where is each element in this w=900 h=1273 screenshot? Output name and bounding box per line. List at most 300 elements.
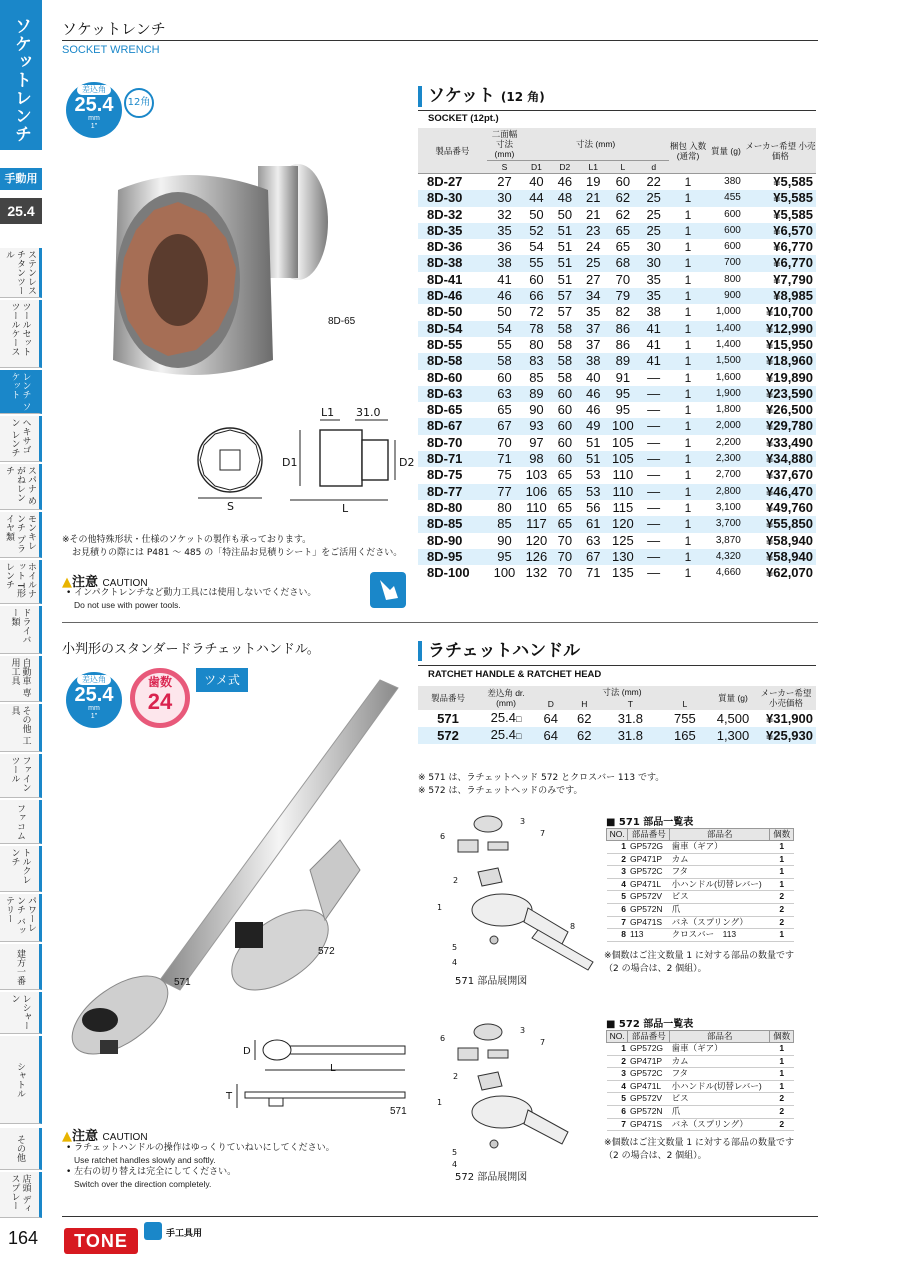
dim-31: 31.0 <box>356 406 381 419</box>
table-cell: 56 <box>579 500 607 516</box>
table-cell: 89 <box>607 353 638 369</box>
table-cell: 25 <box>579 255 607 271</box>
col-code: 製品番号 <box>418 128 487 174</box>
ratchet-caution-2-en: Switch over the direction completely. <box>74 1179 212 1189</box>
diagram-callout: 7 <box>540 1038 546 1047</box>
parts-cell: 1 <box>770 1068 794 1081</box>
parts-row <box>607 916 794 929</box>
sidebar-tab[interactable]: ドライバー類 <box>0 606 42 654</box>
diagram-callout: 1 <box>437 1098 443 1107</box>
table-cell: 91 <box>607 370 638 386</box>
table-cell: 51 <box>551 272 579 288</box>
table-cell: 67 <box>579 549 607 565</box>
diagram-callout: 3 <box>520 1026 526 1035</box>
drive-value: 25.4 <box>490 710 516 725</box>
parts-cell: カム <box>670 1055 770 1068</box>
table-cell: 700 <box>707 255 745 271</box>
table-cell: 2,300 <box>707 451 745 467</box>
table-cell: ¥34,880 <box>745 451 816 467</box>
photo-label-572: 572 <box>318 946 335 957</box>
table-cell: ¥15,950 <box>745 337 816 353</box>
parts-cell: 1 <box>770 1080 794 1093</box>
table-cell: 30 <box>638 255 669 271</box>
table-row <box>418 223 816 239</box>
table-cell: 95 <box>607 386 638 402</box>
table-cell: 103 <box>522 467 550 483</box>
table-cell: 46 <box>551 174 579 191</box>
parts-cell: 4 <box>607 1080 628 1093</box>
pawl-badge: ツメ式 <box>196 668 248 692</box>
table-cell: 3,100 <box>707 500 745 516</box>
parts-cell: GP572V <box>628 1093 670 1106</box>
table-cell: — <box>638 418 669 434</box>
table-cell: 51 <box>551 223 579 239</box>
table-cell: 25 <box>638 190 669 206</box>
teeth-badge: 歯数 24 <box>130 668 190 728</box>
table-cell: 98 <box>522 451 550 467</box>
table-row <box>418 710 816 727</box>
table-cell: ¥5,585 <box>745 174 816 191</box>
table-cell: 1,300 <box>716 727 750 743</box>
table-cell: 65 <box>487 402 523 418</box>
table-cell: 106 <box>522 484 550 500</box>
table-cell: 31.8 <box>617 727 643 743</box>
parts-row <box>607 1093 794 1106</box>
rcol-drive: 差込角 dr. (mm) <box>478 686 534 710</box>
table-cell: 105 <box>607 435 638 451</box>
table-cell: 600 <box>707 239 745 255</box>
no-power-tool-icon <box>370 572 406 608</box>
table-cell: 68 <box>607 255 638 271</box>
table-cell: 71 <box>579 565 607 581</box>
parts-row <box>607 853 794 866</box>
parts-cell: 1 <box>770 1055 794 1068</box>
parts-cell: バネ（スプリング） <box>670 1118 770 1131</box>
parts-row <box>607 878 794 891</box>
table-cell: 95 <box>487 549 523 565</box>
parts-cell: GP572G <box>628 841 670 854</box>
diagram-callout: 2 <box>453 1072 459 1081</box>
table-cell: 46 <box>579 402 607 418</box>
socket-spec-table <box>418 128 816 581</box>
table-cell: 120 <box>607 516 638 532</box>
table-cell: 8D-55 <box>418 337 487 353</box>
table-cell: 1,900 <box>707 386 745 402</box>
table-cell: 62 <box>577 727 592 743</box>
table-cell: 35 <box>487 223 523 239</box>
table-cell: 8D-27 <box>418 174 487 191</box>
table-cell: 8D-50 <box>418 304 487 320</box>
table-row <box>418 353 816 369</box>
ratchet-title: ラチェットハンドル <box>418 641 580 661</box>
socket-title: ソケット (12 角) <box>418 86 545 107</box>
table-cell: 8D-58 <box>418 353 487 369</box>
table-cell: 21 <box>579 207 607 223</box>
diagram-callout: 1 <box>437 903 443 912</box>
table-cell: — <box>638 484 669 500</box>
parts-571-table <box>606 828 794 942</box>
table-cell: 600 <box>707 207 745 223</box>
ratchet-rule <box>418 665 816 666</box>
table-cell: 2,700 <box>707 467 745 483</box>
table-cell: 65 <box>551 467 579 483</box>
ratchet-intro: 小判形のスタンダードラチェットハンドル。 <box>62 642 320 657</box>
table-row <box>418 304 816 320</box>
table-cell: — <box>638 402 669 418</box>
parts-row <box>607 1080 794 1093</box>
table-cell: 1,400 <box>707 337 745 353</box>
table-cell: 8D-77 <box>418 484 487 500</box>
table-cell: 58 <box>551 370 579 386</box>
parts-cell: 5 <box>607 1093 628 1106</box>
table-cell: 1 <box>669 418 707 434</box>
table-cell: 61 <box>579 516 607 532</box>
sidebar-tab[interactable]: シャトル <box>0 1036 42 1124</box>
parts-cell: 8 <box>607 929 628 942</box>
parts-572-note: ※個数はご注文数量 1 に対する部品の数量です（2 の場合は、2 個組）。 <box>604 1138 794 1161</box>
sidebar-title: ソケットレンチ <box>0 0 42 150</box>
table-cell: 1 <box>669 533 707 549</box>
parts-cell: 爪 <box>670 1105 770 1118</box>
table-cell: 50 <box>551 207 579 223</box>
table-cell: — <box>638 500 669 516</box>
table-cell: 37 <box>579 321 607 337</box>
table-cell: 51 <box>579 451 607 467</box>
table-row <box>418 386 816 402</box>
table-cell: 1 <box>669 190 707 206</box>
table-row <box>418 565 816 581</box>
table-cell: 46 <box>579 386 607 402</box>
table-cell: ¥25,930 <box>766 727 813 743</box>
table-cell: 8D-35 <box>418 223 487 239</box>
table-cell: ¥58,940 <box>745 549 816 565</box>
sidebar-tab[interactable]: パワーレンチ バッテリー <box>0 894 42 942</box>
parts-cell: ビス <box>670 1093 770 1106</box>
table-cell: 4,660 <box>707 565 745 581</box>
table-cell: 27 <box>579 272 607 288</box>
table-cell: 1 <box>669 549 707 565</box>
table-cell: 35 <box>579 304 607 320</box>
table-cell: 1 <box>669 484 707 500</box>
table-cell: 32 <box>487 207 523 223</box>
table-cell: 58 <box>551 337 579 353</box>
parts-cell: 1 <box>607 841 628 854</box>
ratchet-caution-heading: ▲注意 CAUTION <box>62 1129 148 1144</box>
parts-cell: GP572V <box>628 891 670 904</box>
table-cell: ¥8,985 <box>745 288 816 304</box>
col-l1: L1 <box>579 161 607 174</box>
socket-photo <box>98 150 338 390</box>
table-cell: ¥37,670 <box>745 467 816 483</box>
table-cell: ¥46,470 <box>745 484 816 500</box>
sidebar-tab[interactable]: 店頭 ディスプレー <box>0 1172 42 1218</box>
table-cell: 65 <box>551 500 579 516</box>
parts-col-header: 部品名 <box>670 1031 770 1043</box>
parts-cell: GP572N <box>628 903 670 916</box>
parts-cell: 1 <box>607 1043 628 1056</box>
footer-rule <box>62 1216 818 1217</box>
parts-cell: 113 <box>628 929 670 942</box>
exploded-diagram-572 <box>428 1020 598 1160</box>
footer-category: 手工具用 <box>166 1229 203 1239</box>
table-row <box>418 727 816 744</box>
table-cell: 25 <box>638 223 669 239</box>
table-cell: 55 <box>487 337 523 353</box>
ratchet-note-1: ※ 571 は、ラチェットヘッド 572 とクロスバー 113 です。 <box>418 773 665 783</box>
drive-unit: mm <box>88 115 100 122</box>
table-cell: ¥29,780 <box>745 418 816 434</box>
table-cell: 8D-70 <box>418 435 487 451</box>
table-cell: 8D-90 <box>418 533 487 549</box>
sidebar-tab[interactable]: ファイン ツール <box>0 754 42 798</box>
table-cell: 71 <box>487 451 523 467</box>
table-cell: 70 <box>487 435 523 451</box>
table-cell: ¥12,990 <box>745 321 816 337</box>
table-cell: 83 <box>522 353 550 369</box>
parts-cell: 3 <box>607 1068 628 1081</box>
table-cell: 8D-95 <box>418 549 487 565</box>
sidebar-tab[interactable]: レンチ ソケット <box>0 370 42 414</box>
table-cell: 8D-46 <box>418 288 487 304</box>
sidebar-tab[interactable]: ホイルナット T形レンチ <box>0 560 42 604</box>
table-cell: 41 <box>487 272 523 288</box>
sidebar-tab[interactable]: ツールセット ツールケース <box>0 300 42 368</box>
table-row <box>418 337 816 353</box>
parts-cell: 小ハンドル(切替レバー) <box>670 1080 770 1093</box>
table-cell: 8D-80 <box>418 500 487 516</box>
table-cell: 1 <box>669 353 707 369</box>
square-drive-icon: □ <box>515 714 522 724</box>
socket-caution-heading: ▲注意 CAUTION <box>62 575 148 590</box>
table-cell: ¥6,770 <box>745 239 816 255</box>
dim-d2: D2 <box>399 456 415 469</box>
ratchet-caution-2-jp: • 左右の切り替えは完全にしてください。 <box>66 1167 237 1177</box>
parts-572-table <box>606 1030 794 1131</box>
table-cell: 1 <box>669 451 707 467</box>
table-cell: 70 <box>551 533 579 549</box>
table-cell: 1 <box>669 272 707 288</box>
parts-cell: 1 <box>770 878 794 891</box>
table-cell: ¥7,790 <box>745 272 816 288</box>
header-rule <box>62 40 818 41</box>
table-cell: 72 <box>522 304 550 320</box>
table-cell: 22 <box>638 174 669 191</box>
parts-cell: 歯車（ギア） <box>670 841 770 854</box>
table-row <box>418 533 816 549</box>
table-cell: 1,600 <box>707 370 745 386</box>
sidebar-tab[interactable]: スパナ めがねレンチ <box>0 464 42 510</box>
socket-photo-label: 8D-65 <box>328 316 356 327</box>
table-cell: 110 <box>607 467 638 483</box>
drive-value: 25.4 <box>490 727 516 742</box>
table-cell: 85 <box>487 516 523 532</box>
table-cell: 50 <box>522 207 550 223</box>
table-row <box>418 402 816 418</box>
table-cell: 8D-36 <box>418 239 487 255</box>
table-cell: 24 <box>579 239 607 255</box>
parts-col-header: 個数 <box>770 829 794 841</box>
table-cell: 1 <box>669 337 707 353</box>
table-cell: 77 <box>487 484 523 500</box>
table-cell: 65 <box>607 239 638 255</box>
table-cell: 800 <box>707 272 745 288</box>
rcol-code: 製品番号 <box>418 686 478 710</box>
table-cell: 165 <box>673 727 696 743</box>
table-cell: 132 <box>522 565 550 581</box>
table-cell: 105 <box>607 451 638 467</box>
table-row <box>418 207 816 223</box>
table-row <box>418 272 816 288</box>
table-cell: 93 <box>522 418 550 434</box>
sidebar-tab[interactable]: ステンレス チタンツール <box>0 248 42 298</box>
table-cell: 8D-100 <box>418 565 487 581</box>
table-cell: 67 <box>487 418 523 434</box>
parts-cell: 5 <box>607 891 628 904</box>
table-cell: 1 <box>669 239 707 255</box>
dim-l1: L1 <box>321 406 335 419</box>
table-row <box>418 255 816 271</box>
socket-note-1: ※その他特殊形状・仕様のソケットの製作も承っております。 <box>62 535 312 545</box>
parts-cell: 歯車（ギア） <box>670 1043 770 1056</box>
table-cell: 38 <box>638 304 669 320</box>
col-d: d <box>638 161 669 174</box>
sidebar-tab[interactable]: その他 <box>0 1128 42 1170</box>
parts-cell: 6 <box>607 1105 628 1118</box>
table-cell: 54 <box>487 321 523 337</box>
table-cell: 41 <box>638 337 669 353</box>
sidebar-tab[interactable]: 自動車 専用工具 <box>0 656 42 702</box>
ratchet-note-2: ※ 572 は、ラチェットヘッドのみです。 <box>418 786 583 796</box>
table-cell: 95 <box>607 402 638 418</box>
col-weight: 質量 (g) <box>707 128 745 174</box>
table-cell: 80 <box>487 500 523 516</box>
diagram-callout: 4 <box>452 1160 458 1169</box>
table-cell: — <box>638 533 669 549</box>
table-cell: 70 <box>551 565 579 581</box>
parts-cell: GP471P <box>628 853 670 866</box>
table-cell: ¥31,900 <box>766 710 813 726</box>
table-cell: 41 <box>638 353 669 369</box>
table-cell: 1,000 <box>707 304 745 320</box>
parts-cell: GP471L <box>628 878 670 891</box>
table-cell: 1 <box>669 516 707 532</box>
sidebar-tab[interactable]: トルクレンチ <box>0 846 42 892</box>
table-cell: 25 <box>638 207 669 223</box>
diagram-callout: 5 <box>452 1148 458 1157</box>
sidebar-tab[interactable]: ファコム <box>0 800 42 844</box>
table-cell: 60 <box>522 272 550 288</box>
table-row <box>418 370 816 386</box>
sidebar-tab[interactable]: モンキレンチ プライヤ類 <box>0 512 42 558</box>
parts-row <box>607 929 794 942</box>
table-cell: 38 <box>487 255 523 271</box>
rcol-dims: 寸法 (mm) <box>534 686 710 698</box>
rcol-h: H <box>568 698 602 710</box>
table-cell: 51 <box>551 255 579 271</box>
drawing-dim-l: L <box>330 1063 336 1074</box>
ratchet-spec-table <box>418 686 816 744</box>
table-cell: 62 <box>607 207 638 223</box>
sidebar-tab[interactable]: その他 工具 <box>0 704 42 752</box>
rcol-d: D <box>534 698 568 710</box>
table-cell: 8D-38 <box>418 255 487 271</box>
diagram-callout: 8 <box>570 922 576 931</box>
dim-l: L <box>342 502 349 515</box>
table-cell: 8D-60 <box>418 370 487 386</box>
table-cell: — <box>638 467 669 483</box>
table-cell: 1 <box>669 255 707 271</box>
table-cell: 1 <box>669 321 707 337</box>
parts-cell: GP471S <box>628 1118 670 1131</box>
parts-cell: 2 <box>770 916 794 929</box>
sidebar-tab[interactable]: レシャーン <box>0 992 42 1034</box>
diagram-callout: 6 <box>440 1034 446 1043</box>
table-cell <box>478 710 534 727</box>
table-cell: ¥18,960 <box>745 353 816 369</box>
table-cell: 34 <box>579 288 607 304</box>
table-cell: ¥23,590 <box>745 386 816 402</box>
sidebar-size-label: 25.4 <box>0 198 42 224</box>
parts-cell: GP471L <box>628 1080 670 1093</box>
table-cell: 86 <box>607 321 638 337</box>
ratchet-dimension-drawing <box>225 1036 410 1111</box>
ratchet-subtitle: RATCHET HANDLE & RATCHET HEAD <box>428 669 602 680</box>
table-cell: 27 <box>487 174 523 191</box>
socket-caution-en: Do not use with power tools. <box>74 600 181 610</box>
diagram-callout: 7 <box>540 829 546 838</box>
hand-tool-icon <box>144 1222 162 1240</box>
table-cell: 1 <box>669 402 707 418</box>
diagram-callout: 2 <box>453 876 459 885</box>
col-s-head: 二面幅 寸法 (mm) <box>487 128 523 161</box>
table-cell: 4,320 <box>707 549 745 565</box>
square-drive-icon: □ <box>515 731 522 741</box>
table-cell: 8D-67 <box>418 418 487 434</box>
socket-note-2: お見積りの際には P481 〜 485 の「特注品お見積りシート」をご活用ください。 <box>72 548 403 558</box>
table-cell: 120 <box>522 533 550 549</box>
table-cell: 1 <box>669 207 707 223</box>
table-cell: 78 <box>522 321 550 337</box>
sidebar-tab[interactable]: ヘキサゴン レンチ <box>0 416 42 462</box>
parts-cell: 1 <box>770 853 794 866</box>
table-cell: — <box>638 516 669 532</box>
table-row <box>418 435 816 451</box>
table-cell: 90 <box>487 533 523 549</box>
table-cell: ¥5,585 <box>745 207 816 223</box>
tone-logo: TONE <box>64 1228 138 1254</box>
table-cell: 130 <box>607 549 638 565</box>
page-number: 164 <box>8 1228 39 1248</box>
parts-cell: GP471P <box>628 1055 670 1068</box>
parts-572-title: ■ 572 部品一覧表 <box>606 1019 694 1030</box>
table-cell: 1 <box>669 174 707 191</box>
table-cell: 8D-54 <box>418 321 487 337</box>
parts-cell: 1 <box>770 929 794 942</box>
parts-cell: 小ハンドル(切替レバー) <box>670 878 770 891</box>
parts-row <box>607 903 794 916</box>
table-cell: 110 <box>607 484 638 500</box>
warning-icon: ▲ <box>62 1129 72 1144</box>
parts-cell: 2 <box>770 1118 794 1131</box>
table-cell: 60 <box>551 451 579 467</box>
parts-cell: 7 <box>607 916 628 929</box>
parts-row <box>607 866 794 879</box>
sidebar-tab[interactable]: 建方一番 <box>0 944 42 990</box>
parts-571-note: ※個数はご注文数量 1 に対する部品の数量です（2 の場合は、2 個組）。 <box>604 951 794 974</box>
points-badge: 12角 <box>124 88 154 118</box>
parts-cell: GP572N <box>628 1105 670 1118</box>
parts-cell: 2 <box>770 891 794 904</box>
